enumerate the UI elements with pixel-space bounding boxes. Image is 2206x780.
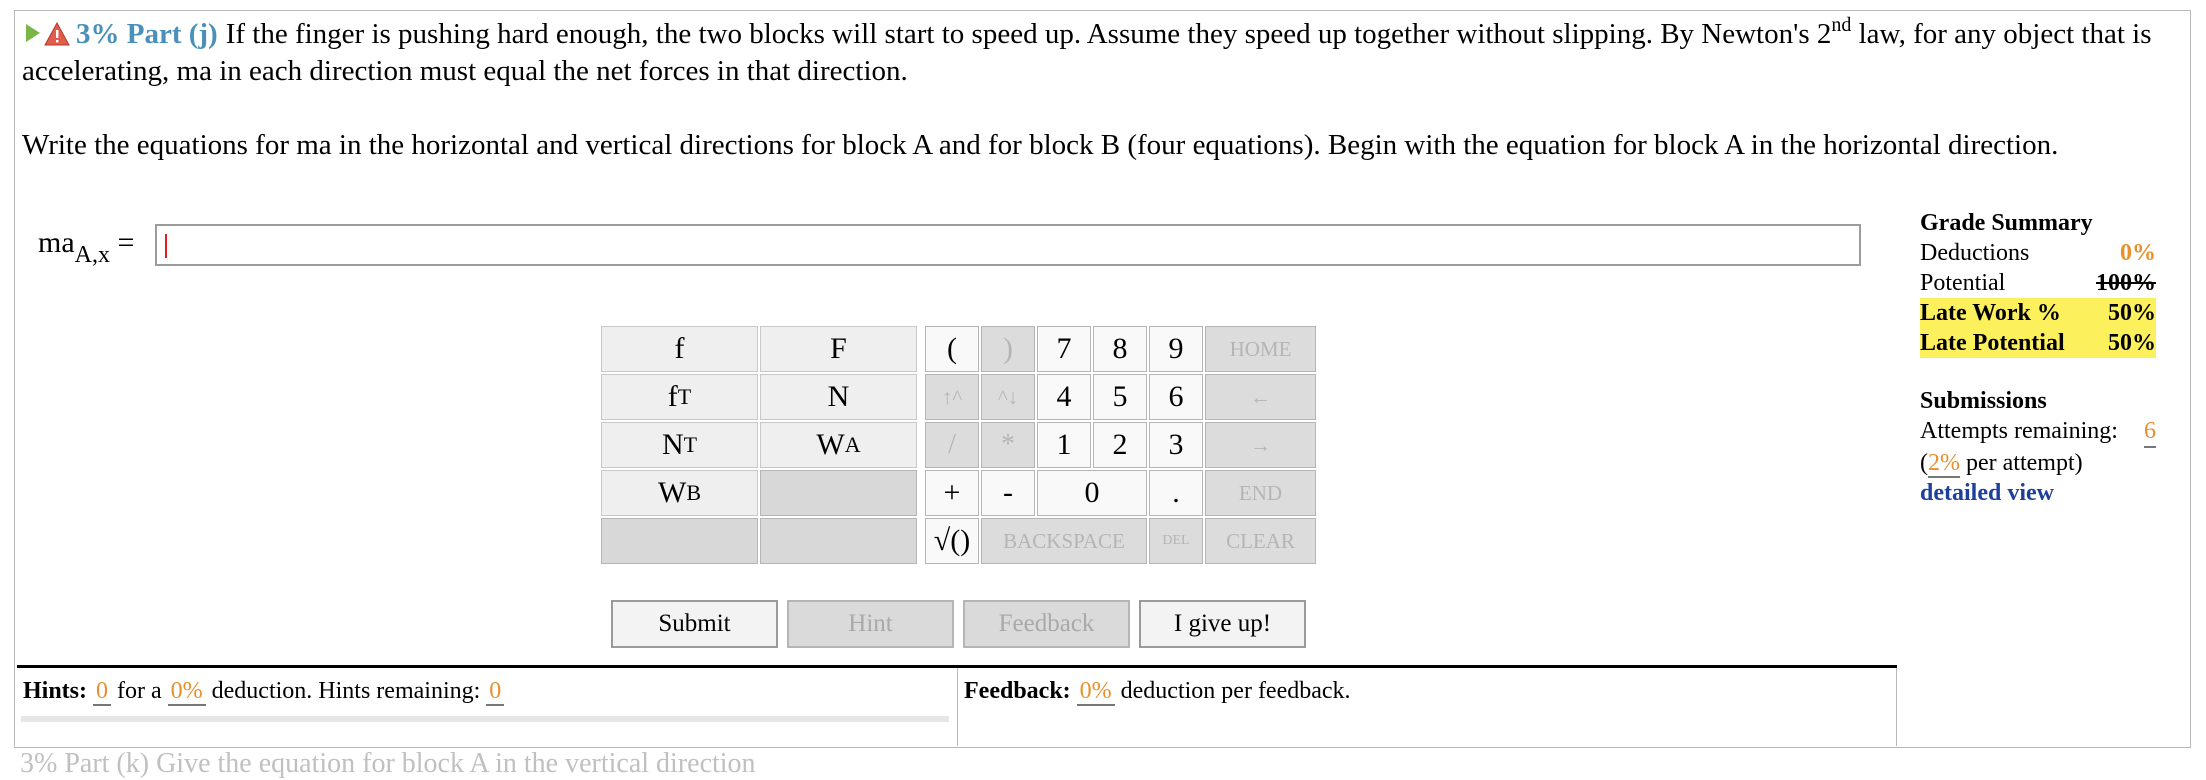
key-blank [760,518,917,564]
key-down[interactable]: ^↓ [981,374,1035,420]
key-up[interactable]: ↑^ [925,374,979,420]
key-multiply[interactable]: * [981,422,1035,468]
answer-label: $ma_{A,x}$ = [38,226,135,268]
key-digit-0[interactable]: 0 [1037,470,1147,516]
key-digit-5[interactable]: 5 [1093,374,1147,420]
key-var-F[interactable]: F [760,326,917,372]
key-var-WA[interactable]: W A [760,422,917,468]
feedback-button[interactable]: Feedback [963,600,1130,648]
key-dot[interactable]: . [1149,470,1203,516]
key-sqrt[interactable]: √() [925,518,979,564]
play-icon[interactable] [26,24,40,42]
question-body: If the finger is pushing hard enough, the two blocks will start to speed up. Assume they speed up together without slipping. By Newton's 2 [225,18,1832,50]
potential-row: Potential 100% [1920,270,2156,296]
key-close-paren[interactable]: ) [981,326,1035,372]
key-minus[interactable]: - [981,470,1035,516]
key-home[interactable]: HOME [1205,326,1316,372]
submissions-title: Submissions [1920,388,2047,414]
key-digit-9[interactable]: 9 [1149,326,1203,372]
hints-bar [21,716,949,722]
next-part-preview: 3% Part (k) Give the equation for block A in the vertical direction [20,748,756,779]
key-digit-7[interactable]: 7 [1037,326,1091,372]
key-var-NT[interactable]: N T [601,422,758,468]
key-var-WB[interactable]: W B [601,470,758,516]
key-digit-3[interactable]: 3 [1149,422,1203,468]
key-del[interactable]: DEL [1149,518,1203,564]
question-instruction: Write the equations for ma in the horizontal and vertical directions for block A and for block B (four equations). Begin with the equation for block A in the horizontal direction. [22,129,2059,161]
question-body-end: law, for any object that is accelerating, ma in each direction must equal the net forces in that direction. [22,18,2152,87]
feedback-text: Feedback: 0% deduction per feedback. [964,678,1351,704]
text-caret [165,234,167,258]
key-var-f[interactable]: f [601,326,758,372]
key-digit-8[interactable]: 8 [1093,326,1147,372]
hints-text: Hints: 0 for a 0% deduction. Hints remaining: 0 [23,676,504,706]
key-clear[interactable]: CLEAR [1205,518,1316,564]
key-digit-4[interactable]: 4 [1037,374,1091,420]
hints-panel [17,668,958,746]
key-right-arrow[interactable]: → [1205,422,1316,468]
grade-summary-title: Grade Summary [1920,210,2093,236]
detailed-view-link[interactable]: detailed view [1920,480,2054,506]
late-potential-row: Late Potential 50% [1920,330,2156,356]
question-text [22,16,2187,90]
key-digit-6[interactable]: 6 [1149,374,1203,420]
grade-sidebar [1920,208,2156,508]
feedback-panel [958,668,1897,746]
per-attempt-row: (2% per attempt) [1920,450,2083,476]
late-work-row: Late Work % 50% [1920,300,2156,326]
key-digit-2[interactable]: 2 [1093,422,1147,468]
hint-button[interactable]: Hint [787,600,954,648]
superscript-nd: nd [1831,14,1852,36]
key-digit-1[interactable]: 1 [1037,422,1091,468]
key-blank [760,470,917,516]
warning-icon [44,22,70,46]
part-label: 3% Part (j) [76,18,218,50]
key-backspace[interactable]: BACKSPACE [981,518,1147,564]
key-plus[interactable]: + [925,470,979,516]
key-open-paren[interactable]: ( [925,326,979,372]
key-divide[interactable]: / [925,422,979,468]
key-blank [601,518,758,564]
key-var-N[interactable]: N [760,374,917,420]
attempts-row: Attempts remaining: 6 [1920,416,2156,448]
deductions-row: Deductions 0% [1920,240,2156,266]
answer-input[interactable] [155,224,1861,266]
key-left-arrow[interactable]: ← [1205,374,1316,420]
key-end[interactable]: END [1205,470,1316,516]
give-up-button[interactable]: I give up! [1139,600,1306,648]
key-var-fT[interactable]: f T [601,374,758,420]
submit-button[interactable]: Submit [611,600,778,648]
